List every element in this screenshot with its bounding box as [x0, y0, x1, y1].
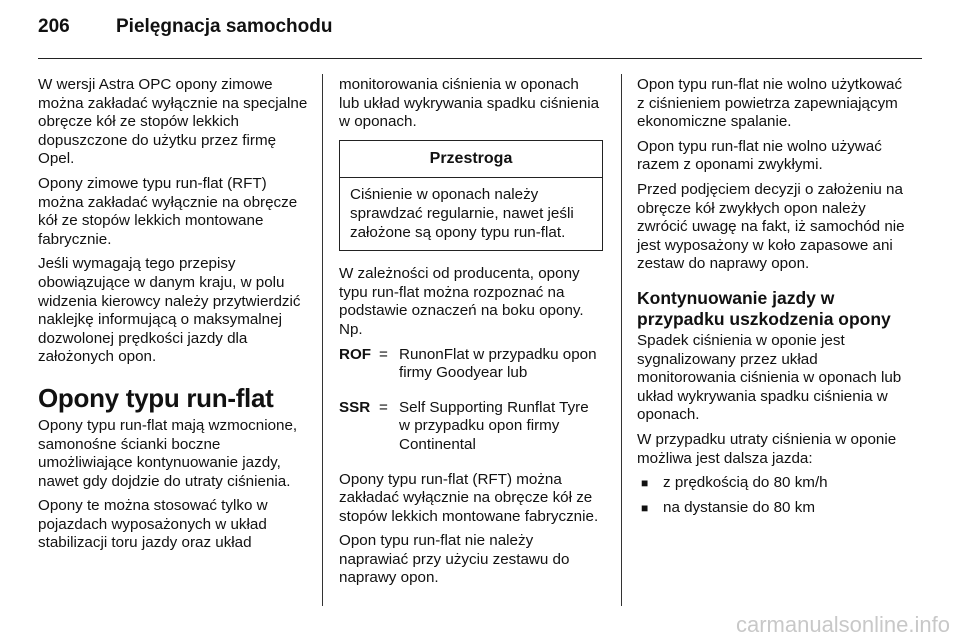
- page-header: [38, 16, 332, 38]
- section-heading-continue-driving: Kontynuowanie jazdy w przypadku uszkodzenia opony: [637, 287, 891, 329]
- list-item: [637, 499, 909, 518]
- paragraph: Jeśli wymagają tego przepisy obowiązujące w danym kraju, w polu widzenia kierowcy należy przytwierdzić naklejkę informującą o maksymalnej dozwolonej prędkości jazdy dla założonych opon.: [38, 255, 301, 366]
- bullet-square-icon: ■: [641, 500, 649, 515]
- paragraph: Opon typu run-flat nie wolno użytkować z ciśnieniem powietrza zapewniającym ekonomiczne spalanie.: [637, 76, 903, 131]
- column-3: [637, 76, 909, 523]
- page-number: 206: [38, 16, 70, 37]
- paragraph: W przypadku utraty ciśnienia w oponie możliwa jest dalsza jazda:: [637, 430, 897, 467]
- definition-row-rof: [339, 346, 603, 383]
- definition-desc: Self Supporting Runflat Tyre w przypadku opon firmy Continental: [399, 398, 589, 453]
- caution-title: Przestroga: [340, 141, 602, 179]
- definition-equals: =: [379, 398, 388, 416]
- paragraph: Opony typu run-flat mają wzmocnione, samonośne ścianki boczne umożliwiające kontynuowanie jazdy, nawet gdy dojdzie do utraty ciśnienia.: [38, 416, 298, 490]
- watermark: carmanualsonline.info: [735, 612, 950, 637]
- paragraph: Opony zimowe typu run-flat (RFT) można zakładać wyłącznie na obręcze kół ze stopów lekkich montowane fabrycznie.: [38, 174, 298, 248]
- column-divider-2: [621, 74, 622, 606]
- column-2: [339, 76, 603, 594]
- paragraph: Opon typu run-flat nie należy naprawiać przy użyciu zestawu do naprawy opon.: [339, 532, 570, 587]
- list-item-text: z prędkością do 80 km/h: [663, 474, 828, 492]
- caution-body: Ciśnienie w oponach należy sprawdzać regularnie, nawet jeśli założone są opony typu run-flat.: [350, 186, 574, 241]
- paragraph: Spadek ciśnienia w oponie jest sygnalizowany przez układ monitorowania ciśnienia w oponach lub układ wykrywania spadku ciśnienia w oponach.: [637, 331, 902, 424]
- list-item: [637, 474, 909, 493]
- paragraph: Opony te można stosować tylko w pojazdach wyposażonych w układ stabilizacji toru jazdy oraz układ: [38, 497, 268, 552]
- definition-term: SSR: [339, 398, 371, 416]
- header-rule: [38, 58, 922, 59]
- definition-equals: =: [379, 345, 388, 363]
- column-divider-1: [322, 74, 323, 606]
- paragraph: Przed podjęciem decyzji o założeniu na obręcze kół zwykłych opon należy zwrócić uwagę na fakt, iż samochód nie jest wyposażony w koło zapasowe ani zestaw do naprawy opon.: [637, 180, 905, 273]
- paragraph: Opon typu run-flat nie wolno używać razem z oponami zwykłymi.: [637, 137, 882, 174]
- section-heading-run-flat: Opony typu run-flat: [38, 382, 274, 413]
- paragraph: W wersji Astra OPC opony zimowe można zakładać wyłącznie na specjalne obręcze kół ze stopów lekkich dopuszczone do użytku przez firmę Opel.: [38, 76, 308, 168]
- definition-row-ssr: [339, 399, 603, 455]
- page-title: Pielęgnacja samochodu: [116, 16, 333, 37]
- caution-box: [339, 140, 603, 251]
- paragraph: Opony typu run-flat (RFT) można zakładać wyłącznie na obręcze kół ze stopów lekkich montowane fabrycznie.: [339, 470, 599, 525]
- definition-term: ROF: [339, 345, 372, 363]
- list-item-text: na dystansie do 80 km: [663, 498, 815, 516]
- column-1: [38, 76, 310, 559]
- paragraph: monitorowania ciśnienia w oponach lub układ wykrywania spadku ciśnienia w oponach.: [339, 76, 600, 131]
- bullet-square-icon: ■: [641, 476, 649, 491]
- definition-desc: RunonFlat w przypadku opon firmy Goodyear lub: [399, 345, 597, 382]
- paragraph: W zależności od producenta, opony typu run-flat można rozpoznać na podstawie oznaczeń na boku opony. Np.: [339, 265, 584, 338]
